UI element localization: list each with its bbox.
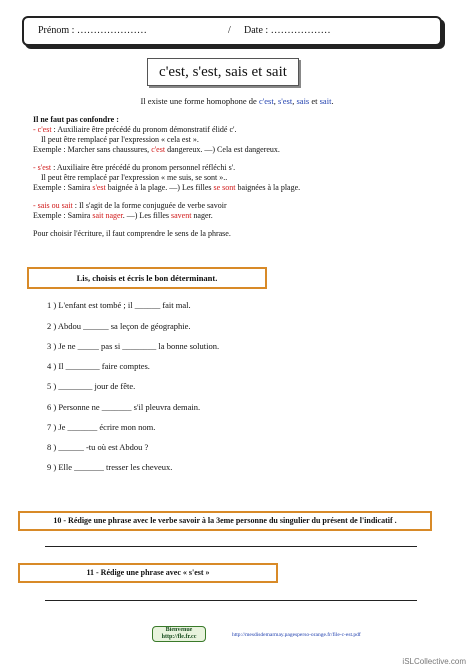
intro-word-sait: sait (319, 96, 332, 106)
example-text: nager. (191, 211, 213, 220)
rules-conclusion: Pour choisir l'écriture, il faut comprendre le sens de la phrase. (33, 229, 231, 238)
header-separator: / (228, 25, 231, 36)
exercise-item-7[interactable]: 7 ) Je _______ écrire mon nom. (47, 422, 156, 432)
exercise-item-6[interactable]: 6 ) Personne ne _______ s'il pleuvra demain. (47, 402, 201, 412)
intro-end: . (331, 96, 334, 106)
example-highlight: c'est (151, 145, 166, 154)
date-field[interactable]: Date : ……………… (244, 25, 331, 36)
page-title: c'est, s'est, sais et sait (147, 58, 299, 86)
intro-sep: , (292, 96, 297, 106)
rule-sais-text: : Il s'agit de la forme conjuguée de verbe savoir (72, 201, 227, 210)
prenom-field[interactable]: Prénom : ………………… (38, 25, 147, 36)
exercise-item-3[interactable]: 3 ) Je ne _____ pas si ________ la bonne solution. (47, 341, 220, 351)
intro-word-cest: c'est (258, 96, 274, 106)
exercise-1-instruction: Lis, choisis et écris le bon déterminant. (27, 267, 267, 289)
islcollective-watermark: iSLCollective.com (402, 657, 466, 666)
intro-text: Il existe une forme homophone de (140, 96, 259, 106)
exercise-item-9[interactable]: 9 ) Elle _______ tresser les cheveux. (47, 462, 173, 472)
example-highlight: s'est (92, 183, 106, 192)
exercise-item-2[interactable]: 2 ) Abdou ______ sa leçon de géographie. (47, 321, 191, 331)
example-text: dangereux. —) Cela est dangereux. (165, 145, 280, 154)
rule-sest-text: : Auxiliaire être précédé du pronom personnel réfléchi s'. (51, 163, 236, 172)
example-text: baignée à la plage. —) Les filles (105, 183, 214, 192)
example-highlight: sait nager (92, 211, 123, 220)
exercise-item-8[interactable]: 8 ) ______ -tu où est Abdou ? (47, 442, 149, 452)
example-highlight: savent (170, 211, 192, 220)
logo-text: Bienvenue (165, 627, 193, 633)
rule-cest-text: : Auxiliaire être précédé du pronom démonstratif élidé c'. (51, 125, 237, 134)
exercise-item-5[interactable]: 5 ) ________ jour de fête. (47, 381, 136, 391)
rule-sest-line2: Il peut être remplacé par l'expression « me suis, se sont ».. (41, 173, 228, 182)
example-highlight: se sont (213, 183, 236, 192)
intro-word-sest: s'est (277, 96, 293, 106)
rule-cest-line1 (33, 125, 443, 135)
intro-sep: et (309, 96, 320, 106)
example-text: baignées à la plage. (235, 183, 301, 192)
name-date-header (22, 16, 442, 46)
example-text: Exemple : Samira (33, 183, 93, 192)
answer-line-10[interactable] (45, 546, 417, 547)
intro-word-sais: sais (296, 96, 310, 106)
exercise-item-4[interactable]: 4 ) Il ________ faire comptes. (47, 361, 150, 371)
example-text: Exemple : Marcher sans chaussures, (33, 145, 152, 154)
rule-cest-word: - c'est (33, 125, 52, 134)
rules-block (33, 115, 443, 239)
example-text: Exemple : Samira (33, 211, 93, 220)
footer-url[interactable]: http://mesdisdemarmay.pagesperso-orange.fr/file-c-est.pdf (232, 632, 361, 638)
rule-cest-example (33, 145, 443, 155)
intro-sep: , (273, 96, 278, 106)
exercise-10-instruction: 10 - Rédige une phrase avec le verbe savoir à la 3eme personne du singulier du présent de l'indicatif . (18, 511, 432, 531)
rule-sest-example (33, 183, 443, 193)
example-text: . —) Les filles (122, 211, 171, 220)
rules-heading: Il ne faut pas confondre : (33, 115, 119, 124)
rule-sais-example (33, 211, 443, 221)
answer-line-11[interactable] (45, 600, 417, 601)
rule-cest-line2: Il peut être remplacé par l'expression « cela est ». (41, 135, 199, 144)
exercise-11-instruction: 11 - Rédige une phrase avec « s'est » (18, 563, 278, 583)
fle-logo (152, 626, 206, 642)
rule-sest-line1 (33, 163, 443, 173)
rule-sais-line1 (33, 201, 443, 211)
intro-sentence (0, 96, 474, 106)
logo-url: http://fle.fr.cc (161, 634, 197, 640)
rule-sais-word: - sais ou sait (33, 201, 73, 210)
exercise-item-1[interactable]: 1 ) L'enfant est tombé ; il ______ fait mal. (47, 300, 191, 310)
rule-sest-word: - s'est (33, 163, 52, 172)
